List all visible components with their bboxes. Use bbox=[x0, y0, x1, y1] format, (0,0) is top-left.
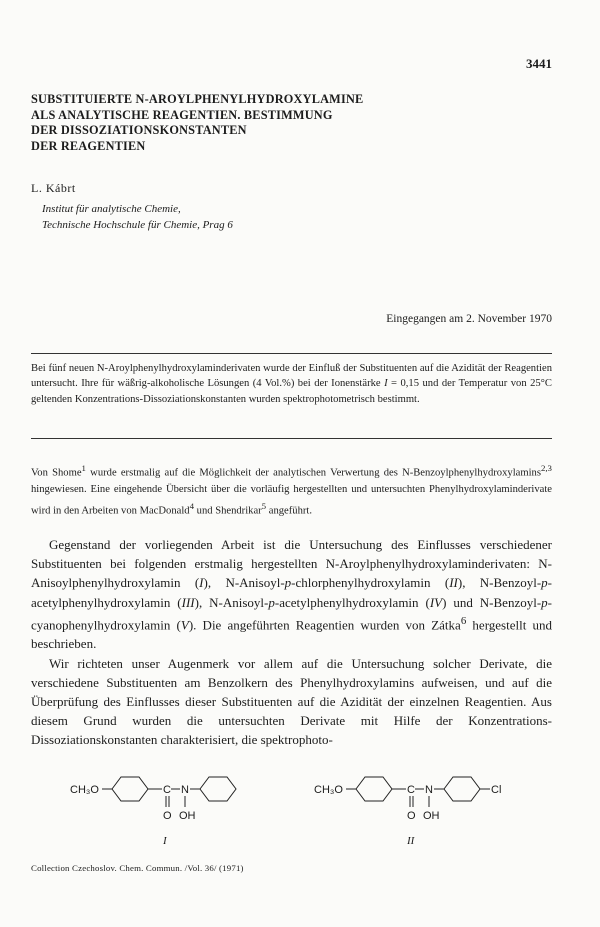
formula-text: N bbox=[181, 784, 189, 796]
title-line: DER REAGENTIEN bbox=[31, 138, 146, 153]
ref-marker: 2,3 bbox=[540, 463, 552, 473]
formula-text: C bbox=[163, 784, 171, 796]
affiliation bbox=[42, 201, 233, 233]
title-line: DER DISSOZIATIONSKONSTANTEN bbox=[31, 123, 247, 137]
formula-label: II bbox=[407, 835, 415, 847]
body-paragraph: Wir richteten unser Augenmerk vor allem auf die Untersuchung solcher Derivate, die verschiedene Substituenten am Benzolkern des Phenylhydroxylamins aufweisen, und auf die Überprüfung des Einflusses dieser Substituenten auf die Azidität der einzelnen Reagentien. Aus diesem Grund wurden die untersuchten Derivate mit Hilfe der Konzentrations-Dissoziationskonstanten charakterisiert, die spektrophoto- bbox=[31, 655, 552, 748]
compound-label: III bbox=[181, 594, 195, 610]
formula-2 bbox=[314, 777, 501, 847]
abstract-top-rule bbox=[31, 353, 552, 354]
abstract-text: = 0,15 und der Temperatur von 25°C geltenden Konzentrations-Dissoziationskonstanten wurden spektrophotometrisch bestimmt. bbox=[31, 378, 552, 405]
intro-text: wurde erstmalig auf die Möglichkeit der analytischen Verwertung des N-Benzoylphenylhydroxylamins bbox=[85, 467, 541, 479]
abstract bbox=[31, 361, 552, 407]
formula-1 bbox=[70, 777, 236, 847]
compound-label: IV bbox=[429, 594, 443, 610]
intro-text: hingewiesen. Eine eingehende Übersicht über die vorläufig hergestellten und untersuchten Phenylhydroxylaminderivate wird in den Arbeiten von MacDonald bbox=[31, 483, 552, 517]
formula-text: Cl bbox=[491, 784, 502, 796]
ref-marker: 4 bbox=[189, 500, 194, 511]
formula-text: O bbox=[407, 810, 416, 822]
formula-text: OH bbox=[423, 810, 440, 822]
abstract-text: Bei fünf neuen N-Aroylphenylhydroxylaminderivaten wurde der Einfluß der Substituenten auf die Azidität der Reagentien untersucht. Ihre für wäßrig-alkoholische Lösungen (4 Vol.%) bei der Ionenstärke bbox=[31, 363, 552, 390]
abstract-bottom-rule bbox=[31, 438, 552, 439]
benzene-ring bbox=[444, 777, 480, 801]
benzene-ring bbox=[112, 777, 148, 801]
ionic-strength-symbol: I bbox=[384, 378, 388, 390]
intro-paragraph bbox=[31, 460, 552, 519]
compound-label: II bbox=[449, 575, 458, 591]
article-title bbox=[31, 92, 461, 154]
benzene-ring bbox=[200, 777, 236, 801]
title-line: ALS ANALYTISCHE REAGENTIEN. BESTIMMUNG bbox=[31, 107, 333, 122]
page-number: 3441 bbox=[526, 56, 552, 71]
journal-footer: Collection Czechoslov. Chem. Commun. /Vol. 36/ (1971) bbox=[31, 863, 244, 873]
formula-text: O bbox=[163, 810, 172, 822]
affiliation-line: Technische Hochschule für Chemie, Prag 6 bbox=[42, 219, 233, 231]
intro-text: und Shendrikar bbox=[194, 505, 262, 517]
intro-text: Von Shome bbox=[31, 467, 82, 479]
formula-text: CH₃O bbox=[314, 784, 343, 796]
formula-label: I bbox=[163, 835, 167, 847]
affiliation-line: Institut für analytische Chemie, bbox=[42, 203, 181, 215]
ref-marker: 1 bbox=[81, 463, 86, 473]
compound-label: V bbox=[180, 617, 189, 633]
intro-text: angeführt. bbox=[266, 505, 312, 517]
body-text bbox=[31, 535, 552, 750]
formula-text: OH bbox=[179, 810, 196, 822]
compound-label: I bbox=[199, 575, 204, 591]
ref-marker: 5 bbox=[261, 500, 267, 511]
formula-text: CH₃O bbox=[70, 784, 99, 796]
structural-formulas bbox=[60, 770, 540, 850]
title-line: SUBSTITUIERTE N-AROYLPHENYLHYDROXYLAMINE bbox=[31, 92, 364, 106]
body-paragraph: Gegenstand der vorliegenden Arbeit ist die Untersuchung des Einflusses verschiedener Substituenten bei folgenden erstmalig hergestellten N-Aroylphenylhydroxylaminderivaten: N-Anisoylphenylhydroxylamin (I), N-Anisoyl-p-chlorphenylhydroxylamin (II), N-Benzoyl-p-acetylphenylhydroxylamin (III), N-Anisoyl-p-acetylphenylhydroxylamin (IV) und N-Benzoyl-p-cyanophenylhydroxylamin (V). Die angeführten Reagentien wurden von Zátka$^6$ hergestellt und beschrieben. bbox=[31, 537, 553, 652]
received-date: Eingegangen am 2. November 1970 bbox=[386, 313, 552, 325]
ref-marker: 6 bbox=[460, 614, 467, 627]
author: L. Kábrt bbox=[31, 181, 76, 195]
formula-text: C bbox=[407, 784, 415, 796]
formula-text: N bbox=[425, 784, 433, 796]
benzene-ring bbox=[356, 777, 392, 801]
